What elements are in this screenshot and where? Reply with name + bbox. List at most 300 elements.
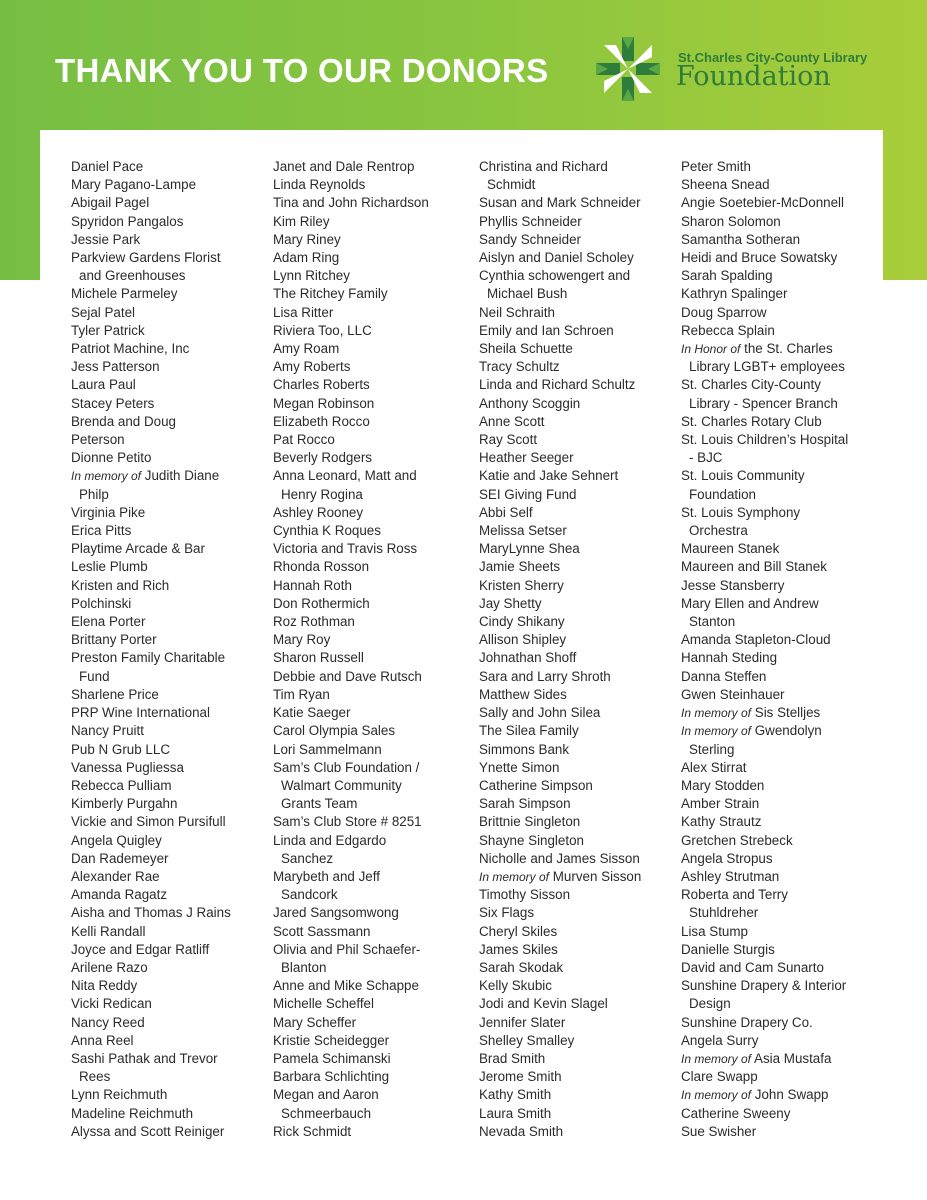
- donor-entry: [273, 795, 429, 813]
- donor-name: Mary Riney: [273, 231, 341, 247]
- donor-entry: [71, 613, 231, 631]
- donor-name: Allison Shipley: [479, 632, 567, 648]
- donor-name: Philp: [79, 486, 109, 502]
- donor-name: Vickie and Simon Pursifull: [71, 814, 226, 830]
- donor-name: Amber Strain: [681, 796, 760, 812]
- donor-entry: [681, 285, 848, 303]
- donor-name: Don Rothermich: [273, 595, 370, 611]
- donor-entry: [273, 1014, 429, 1032]
- donor-entry: [71, 285, 231, 303]
- donor-name: Sarah Spalding: [681, 268, 773, 284]
- donor-entry: [681, 1123, 848, 1141]
- donor-name: Gwen Steinhauer: [681, 686, 785, 702]
- donor-entry: [273, 741, 429, 759]
- donor-entry: [479, 1032, 641, 1050]
- donor-name: Lisa Ritter: [273, 304, 334, 320]
- donor-name: Stuhldreher: [689, 905, 759, 921]
- donor-name: Laura Paul: [71, 377, 136, 393]
- donor-name: Linda Reynolds: [273, 177, 366, 193]
- donor-name: Tina and John Richardson: [273, 195, 429, 211]
- donor-name: Susan and Mark Schneider: [479, 195, 641, 211]
- donor-entry: [479, 176, 641, 194]
- donor-entry: [479, 722, 641, 740]
- donor-name: Marybeth and Jeff: [273, 868, 380, 884]
- donor-name: Schmeerbauch: [281, 1105, 372, 1121]
- tribute-prefix: In memory of: [681, 706, 752, 721]
- donor-entry: [71, 850, 231, 868]
- donor-name: Peterson: [71, 432, 125, 448]
- donor-name: Jay Shetty: [479, 595, 542, 611]
- donor-name: Polchinski: [71, 595, 132, 611]
- donor-name: Nancy Reed: [71, 1014, 145, 1030]
- donor-entry: [479, 904, 641, 922]
- donor-name: Madeline Reichmuth: [71, 1105, 194, 1121]
- donor-entry: [71, 376, 231, 394]
- donor-entry: [273, 231, 429, 249]
- donor-entry: [479, 431, 641, 449]
- donor-name: Lynn Ritchey: [273, 268, 350, 284]
- donor-name: Erica Pitts: [71, 523, 132, 539]
- donor-entry: [479, 522, 641, 540]
- donor-name: Danielle Sturgis: [681, 941, 775, 957]
- donor-name: Michael Bush: [487, 286, 568, 302]
- donor-column-2: [273, 158, 429, 1141]
- donor-name: Mary Scheffer: [273, 1014, 357, 1030]
- donor-entry: [71, 449, 231, 467]
- donor-name: Amanda Ragatz: [71, 887, 168, 903]
- donor-name: Library - Spencer Branch: [689, 395, 838, 411]
- donor-entry: [479, 1123, 641, 1141]
- donor-entry: [681, 467, 848, 485]
- donor-entry: [479, 340, 641, 358]
- donor-name: Sharon Solomon: [681, 213, 781, 229]
- donor-name: Sis Stelljes: [754, 705, 821, 721]
- donor-name: Sandcork: [281, 887, 338, 903]
- donor-name: the St. Charles: [744, 341, 833, 357]
- donor-entry: [681, 176, 848, 194]
- donor-entry: [681, 267, 848, 285]
- donor-name: Sam’s Club Foundation /: [273, 759, 420, 775]
- donor-name: Sunshine Drapery Co.: [681, 1014, 813, 1030]
- donor-name: The Ritchey Family: [273, 286, 388, 302]
- donor-entry: [479, 577, 641, 595]
- donor-name: MaryLynne Shea: [479, 541, 580, 557]
- donor-entry: [71, 686, 231, 704]
- donor-entry: [479, 558, 641, 576]
- donor-entry: [479, 941, 641, 959]
- donor-entry: [71, 1014, 231, 1032]
- donor-name: Sejal Patel: [71, 304, 136, 320]
- donor-entry: [273, 813, 429, 831]
- donor-name: Dionne Petito: [71, 450, 152, 466]
- donor-name: Kristen and Rich: [71, 577, 170, 593]
- donor-entry: [681, 1032, 848, 1050]
- donor-name: Adam Ring: [273, 250, 340, 266]
- page-title: THANK YOU TO OUR DONORS: [55, 52, 549, 89]
- donor-entry: [71, 176, 231, 194]
- donor-name: Angela Quigley: [71, 832, 162, 848]
- donor-entry: [273, 467, 429, 485]
- donor-name: Nancy Pruitt: [71, 723, 144, 739]
- donor-entry: [479, 1105, 641, 1123]
- donor-entry: [273, 540, 429, 558]
- donor-name: Mary Roy: [273, 632, 331, 648]
- donor-entry: [273, 649, 429, 667]
- donor-name: Cindy Shikany: [479, 614, 565, 630]
- donor-entry: [71, 1050, 231, 1068]
- donor-entry: [71, 668, 231, 686]
- donor-name: Rebecca Pulliam: [71, 777, 172, 793]
- donor-name: Rick Schmidt: [273, 1123, 352, 1139]
- donor-name: Katie and Jake Sehnert: [479, 468, 619, 484]
- donor-entry: [71, 467, 231, 485]
- donor-name: Linda and Edgardo: [273, 832, 387, 848]
- donor-name: Kathy Strautz: [681, 814, 762, 830]
- donor-entry: [681, 1014, 848, 1032]
- donor-name: Carol Olympia Sales: [273, 723, 396, 739]
- donor-entry: [479, 1050, 641, 1068]
- donor-entry: [681, 504, 848, 522]
- donor-entry: [479, 813, 641, 831]
- donor-entry: [273, 923, 429, 941]
- donor-entry: [479, 668, 641, 686]
- donor-name: Elena Porter: [71, 614, 146, 630]
- donor-name: Johnathan Shoff: [479, 650, 577, 666]
- donor-name: Sanchez: [281, 850, 334, 866]
- donor-name: Angela Stropus: [681, 850, 773, 866]
- donor-entry: [71, 759, 231, 777]
- donor-entry: [273, 431, 429, 449]
- donor-name: Cheryl Skiles: [479, 923, 558, 939]
- donor-name: Kristie Scheidegger: [273, 1032, 390, 1048]
- donor-entry: [273, 777, 429, 795]
- donor-entry: [479, 486, 641, 504]
- donor-entry: [71, 1086, 231, 1104]
- logo-foundation: Foundation: [676, 61, 831, 92]
- donor-name: Alex Stirrat: [681, 759, 747, 775]
- donor-name: Peter Smith: [681, 159, 751, 174]
- donor-entry: [71, 631, 231, 649]
- donor-entry: [71, 923, 231, 941]
- donor-entry: [71, 595, 231, 613]
- donor-name: Brittany Porter: [71, 632, 157, 648]
- donor-entry: [273, 267, 429, 285]
- donor-name: Fund: [79, 668, 110, 684]
- donor-name: Timothy Sisson: [479, 887, 571, 903]
- donor-entry: [479, 249, 641, 267]
- donor-name: Samantha Sotheran: [681, 231, 801, 247]
- donor-entry: [71, 413, 231, 431]
- donor-name: Six Flags: [479, 905, 535, 921]
- donor-name: Tim Ryan: [273, 686, 330, 702]
- donor-entry: [681, 704, 848, 722]
- donor-entry: [71, 213, 231, 231]
- donor-name: Preston Family Charitable: [71, 650, 226, 666]
- donor-name: Joyce and Edgar Ratliff: [71, 941, 210, 957]
- donor-entry: [71, 267, 231, 285]
- donor-entry: [273, 395, 429, 413]
- donor-name: Angie Soetebier-McDonnell: [681, 195, 845, 211]
- donor-entry: [479, 741, 641, 759]
- donor-entry: [71, 358, 231, 376]
- donor-name: Victoria and Travis Ross: [273, 541, 418, 557]
- donor-entry: [479, 649, 641, 667]
- donor-name: Rhonda Rosson: [273, 559, 370, 575]
- donor-entry: [479, 194, 641, 212]
- donor-entry: [273, 686, 429, 704]
- donor-name: Sashi Pathak and Trevor: [71, 1050, 218, 1066]
- donor-name: Sandy Schneider: [479, 231, 581, 247]
- donor-entry: [479, 759, 641, 777]
- donor-name: Scott Sassmann: [273, 923, 371, 939]
- donor-entry: [273, 995, 429, 1013]
- donor-name: Mary Stodden: [681, 777, 765, 793]
- donor-name: Gretchen Strebeck: [681, 832, 793, 848]
- donor-name: Anthony Scoggin: [479, 395, 581, 411]
- donor-entry: [71, 722, 231, 740]
- donor-name: Alyssa and Scott Reiniger: [71, 1123, 225, 1139]
- donor-name: Ray Scott: [479, 432, 538, 448]
- donor-entry: [273, 558, 429, 576]
- donor-name: Catherine Sweeny: [681, 1105, 791, 1121]
- donor-name: PRP Wine International: [71, 705, 210, 721]
- donor-name: Leslie Plumb: [71, 559, 148, 575]
- donor-entry: [479, 540, 641, 558]
- donor-entry: [71, 486, 231, 504]
- donor-name: Matthew Sides: [479, 686, 567, 702]
- donor-entry: [479, 995, 641, 1013]
- donor-name: John Swapp: [754, 1087, 829, 1103]
- foundation-logo-icon: [592, 33, 664, 105]
- donor-entry: [71, 977, 231, 995]
- donor-entry: [479, 467, 641, 485]
- donor-name: Clare Swapp: [681, 1069, 758, 1085]
- donor-entry: [479, 832, 641, 850]
- donor-entry: [681, 431, 848, 449]
- donor-entry: [681, 486, 848, 504]
- donor-entry: [681, 686, 848, 704]
- donor-entry: [681, 304, 848, 322]
- donor-name: Sharon Russell: [273, 650, 364, 666]
- donor-entry: [681, 376, 848, 394]
- donor-entry: [479, 886, 641, 904]
- donor-name: Barbara Schlichting: [273, 1069, 390, 1085]
- donor-entry: [681, 923, 848, 941]
- tribute-prefix: In Honor of: [681, 342, 741, 357]
- donor-name: Mary Pagano-Lampe: [71, 177, 197, 193]
- logo-library-name: St.Charles City-County Library: [678, 50, 868, 65]
- donor-entry: [681, 231, 848, 249]
- donor-entry: [681, 522, 848, 540]
- donor-entry: [71, 249, 231, 267]
- donor-name: Jessie Park: [71, 231, 141, 247]
- donor-entry: [681, 395, 848, 413]
- donor-entry: [681, 759, 848, 777]
- donor-column-4: [681, 158, 848, 1141]
- donor-entry: [681, 904, 848, 922]
- donor-name: Lynn Reichmuth: [71, 1087, 168, 1103]
- donor-entry: [273, 1068, 429, 1086]
- donor-entry: [273, 1050, 429, 1068]
- donor-name: Jamie Sheets: [479, 559, 561, 575]
- donor-entry: [273, 1105, 429, 1123]
- donor-name: Jodi and Kevin Slagel: [479, 996, 608, 1012]
- donor-name: Olivia and Phil Schaefer-: [273, 941, 421, 957]
- donor-name: Megan and Aaron: [273, 1087, 379, 1103]
- donor-entry: [273, 668, 429, 686]
- donor-entry: [71, 340, 231, 358]
- donor-name: Sunshine Drapery & Interior: [681, 978, 847, 994]
- donor-entry: [71, 322, 231, 340]
- donor-name: Anne and Mike Schappe: [273, 978, 419, 994]
- donor-name: Jesse Stansberry: [681, 577, 785, 593]
- donor-column-3: [479, 158, 641, 1141]
- donor-name: Abbi Self: [479, 504, 533, 520]
- donor-name: Sarah Simpson: [479, 796, 571, 812]
- donor-entry: [479, 158, 641, 176]
- donor-entry: [71, 540, 231, 558]
- donor-name: Anna Reel: [71, 1032, 134, 1048]
- donor-name: Library LGBT+ employees: [689, 359, 845, 375]
- donor-entry: [681, 595, 848, 613]
- donor-entry: [681, 1050, 848, 1068]
- donor-name: Sally and John Silea: [479, 705, 601, 721]
- donor-entry: [681, 1086, 848, 1104]
- donor-name: Katie Saeger: [273, 705, 351, 721]
- donor-entry: [681, 249, 848, 267]
- donor-name: Spyridon Pangalos: [71, 213, 184, 229]
- donor-name: Sarah Skodak: [479, 959, 564, 975]
- donor-entry: [479, 1068, 641, 1086]
- donor-entry: [273, 304, 429, 322]
- donor-entry: [273, 522, 429, 540]
- donor-name: Tyler Patrick: [71, 322, 145, 338]
- donor-name: Arilene Razo: [71, 959, 148, 975]
- donor-name: Elizabeth Rocco: [273, 413, 370, 429]
- donor-name: Maureen Stanek: [681, 541, 780, 557]
- donor-entry: [479, 686, 641, 704]
- donor-name: Lori Sammelmann: [273, 741, 382, 757]
- donor-entry: [71, 158, 231, 176]
- donor-entry: [479, 304, 641, 322]
- donor-entry: [681, 850, 848, 868]
- donor-entry: [273, 704, 429, 722]
- donor-name: Heather Seeger: [479, 450, 574, 466]
- donor-name: Gwendolyn: [754, 723, 822, 739]
- donor-name: David and Cam Sunarto: [681, 959, 824, 975]
- donor-name: Kimberly Purgahn: [71, 796, 178, 812]
- donor-entry: [479, 231, 641, 249]
- donor-name: Michele Parmeley: [71, 286, 178, 302]
- donor-name: Charles Roberts: [273, 377, 370, 393]
- donor-name: Walmart Community: [281, 777, 402, 793]
- donor-name: Kathy Smith: [479, 1087, 552, 1103]
- donor-name: Nevada Smith: [479, 1123, 564, 1139]
- donor-name: Sterling: [689, 741, 735, 757]
- donor-entry: [681, 213, 848, 231]
- donor-entry: [273, 977, 429, 995]
- donor-entry: [71, 558, 231, 576]
- donor-entry: [71, 704, 231, 722]
- donor-entry: [681, 668, 848, 686]
- donor-entry: [479, 977, 641, 995]
- donor-name: Jerome Smith: [479, 1069, 562, 1085]
- donor-entry: [273, 631, 429, 649]
- donor-entry: [479, 267, 641, 285]
- donor-entry: [681, 832, 848, 850]
- donor-entry: [681, 449, 848, 467]
- donor-name: Dan Rademeyer: [71, 850, 169, 866]
- donor-name: Lisa Stump: [681, 923, 748, 939]
- donor-entry: [273, 249, 429, 267]
- tribute-prefix: In memory of: [681, 724, 752, 739]
- donor-name: Sara and Larry Shroth: [479, 668, 611, 684]
- donor-name: Jennifer Slater: [479, 1014, 566, 1030]
- donor-entry: [479, 395, 641, 413]
- donor-name: Shayne Singleton: [479, 832, 584, 848]
- donor-entry: [479, 213, 641, 231]
- donor-name: Asia Mustafa: [754, 1050, 832, 1066]
- donor-entry: [681, 868, 848, 886]
- donor-entry: [681, 340, 848, 358]
- donor-name: Amy Roberts: [273, 359, 351, 375]
- donor-entry: [273, 613, 429, 631]
- donor-entry: [273, 1032, 429, 1050]
- donor-entry: [681, 813, 848, 831]
- donor-name: James Skiles: [479, 941, 558, 957]
- donor-name: Riviera Too, LLC: [273, 322, 372, 338]
- donor-name: Nita Reddy: [71, 978, 138, 994]
- donor-entry: [71, 886, 231, 904]
- donor-name: Kim Riley: [273, 213, 330, 229]
- donor-name: Roberta and Terry: [681, 887, 788, 903]
- tribute-prefix: In memory of: [479, 869, 550, 884]
- donor-name: Vanessa Pugliessa: [71, 759, 184, 775]
- donor-entry: [71, 577, 231, 595]
- donor-name: Daniel Pace: [71, 159, 144, 174]
- donor-name: Henry Rogina: [281, 486, 363, 502]
- donor-name: Amy Roam: [273, 341, 340, 357]
- donor-name: Amanda Stapleton-Cloud: [681, 632, 831, 648]
- donor-name: Angela Surry: [681, 1032, 759, 1048]
- donor-name: Parkview Gardens Florist: [71, 250, 221, 266]
- donor-entry: [71, 777, 231, 795]
- donor-entry: [273, 376, 429, 394]
- donor-entry: [71, 741, 231, 759]
- donor-entry: [273, 904, 429, 922]
- donor-entry: [479, 704, 641, 722]
- donor-name: Sam’s Club Store # 8251: [273, 814, 422, 830]
- donor-entry: [681, 1105, 848, 1123]
- tribute-prefix: In memory of: [681, 1088, 752, 1103]
- donor-name: Vicki Redican: [71, 996, 152, 1012]
- donor-entry: [681, 577, 848, 595]
- donor-name: Debbie and Dave Rutsch: [273, 668, 422, 684]
- donor-name: - BJC: [689, 450, 723, 466]
- donor-name: Christina and Richard: [479, 159, 608, 174]
- donor-entry: [479, 449, 641, 467]
- donor-name: Aislyn and Daniel Scholey: [479, 250, 634, 266]
- donor-entry: [273, 340, 429, 358]
- donor-name: Kristen Sherry: [479, 577, 564, 593]
- donor-name: Maureen and Bill Stanek: [681, 559, 827, 575]
- donor-name: Brenda and Doug: [71, 413, 176, 429]
- donor-name: Hannah Roth: [273, 577, 352, 593]
- donor-entry: [71, 1123, 231, 1141]
- donor-entry: [71, 1032, 231, 1050]
- donor-name: Design: [689, 996, 731, 1012]
- donor-name: Roz Rothman: [273, 614, 355, 630]
